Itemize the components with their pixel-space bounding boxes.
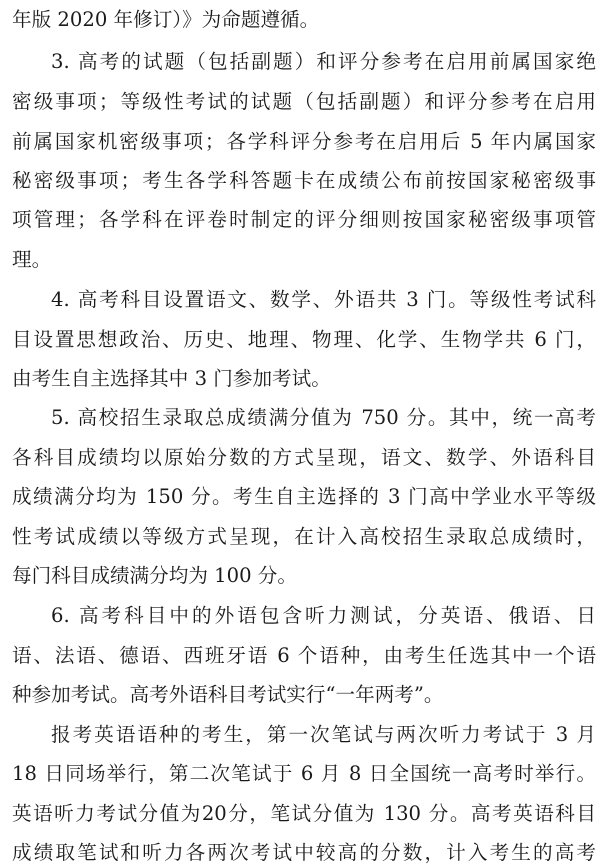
text-line: 年版 2020 年修订）》为命题遵循。	[12, 8, 320, 31]
text-line: 成绩满分均为 150 分。考生自主选择的 3 门高中学业水平等级	[12, 485, 596, 508]
text-line: 3. 高考的试题（包括副题）和评分参考在启用前属国家绝	[51, 50, 596, 73]
text-line: 由考生自主选择其中 3 门参加考试。	[12, 367, 331, 390]
text-line: 目设置思想政治、历史、地理、物理、化学、生物学共 6 门，	[12, 328, 596, 351]
text-line: 5. 高校招生录取总成绩满分值为 750 分。其中，统一高考	[51, 406, 596, 429]
text-line: 前属国家机密级事项；各学科评分参考在启用后 5 年内属国家	[12, 130, 597, 153]
text-line: 成绩取笔试和听力各两次考试中较高的分数，计入考生的高考	[12, 841, 596, 864]
text-line: 4. 高考科目设置语文、数学、外语共 3 门。等级性考试科	[51, 288, 596, 311]
text-line: 种参加考试。高考外语科目考试实行“一年两考”。	[12, 683, 444, 706]
text-line: 报考英语语种的考生，第一次笔试与两次听力考试于 3 月	[51, 723, 596, 746]
text-line: 项管理；各学科在评卷时制定的评分细则按国家秘密级事项管	[12, 208, 596, 231]
text-line: 理。	[12, 248, 52, 271]
text-line: 各科目成绩均以原始分数的方式呈现，语文、数学、外语科目	[12, 446, 596, 469]
text-line: 6. 高考科目中的外语包含听力测试，分英语、俄语、日	[51, 604, 596, 627]
text-line: 18 日同场举行，第二次笔试于 6 月 8 日全国统一高考时举行。	[12, 762, 596, 785]
text-line: 每门科目成绩满分均为 100 分。	[12, 564, 297, 587]
text-line: 性考试成绩以等级方式呈现，在计入高校招生录取总成绩时，	[12, 525, 596, 548]
text-line: 密级事项；等级性考试的试题（包括副题）和评分参考在启用	[12, 90, 596, 113]
text-line: 秘密级事项；考生各学科答题卡在成绩公布前按国家秘密级事	[12, 169, 596, 192]
text-line: 语、法语、德语、西班牙语 6 个语种，由考生任选其中一个语	[12, 644, 596, 667]
text-line: 英语听力考试分值为20分，笔试分值为 130 分。高考英语科目	[12, 802, 596, 825]
